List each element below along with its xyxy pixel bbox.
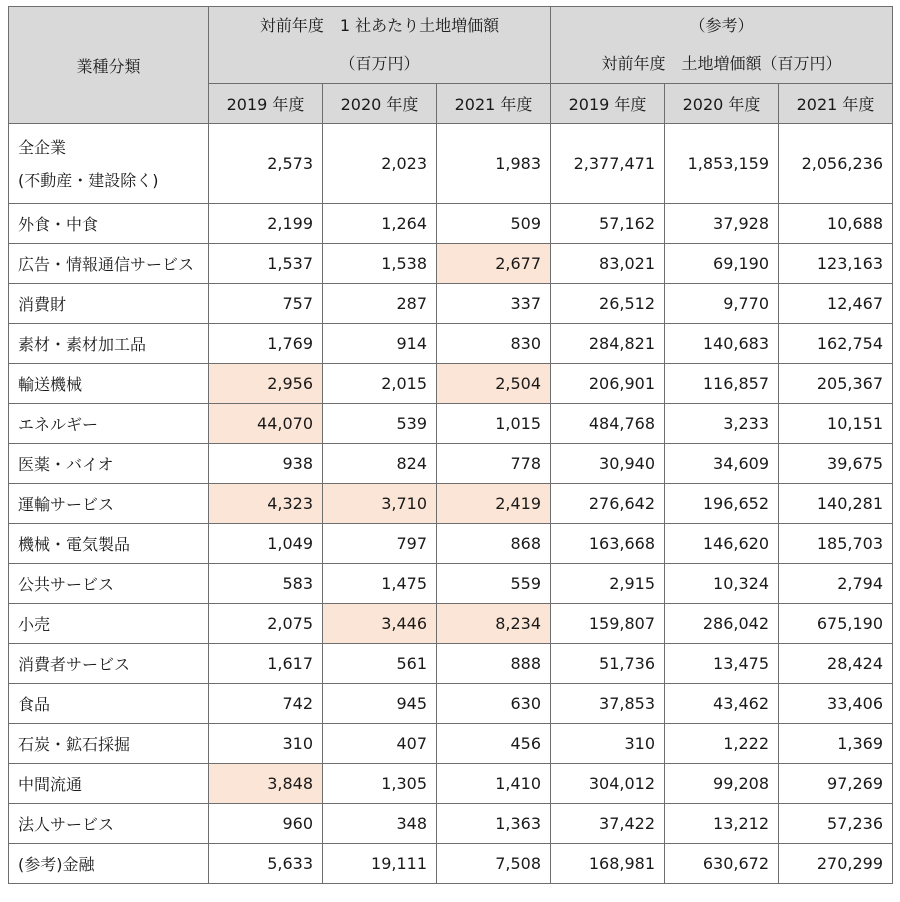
value-cell: 97,269 <box>779 764 893 804</box>
value-cell: 1,475 <box>323 564 437 604</box>
category-cell <box>9 844 209 884</box>
table-row <box>9 764 893 804</box>
reference-header <box>551 7 893 84</box>
category-label: 輸送機械 <box>18 375 83 394</box>
value-cell: 630,672 <box>665 844 779 884</box>
value-cell: 630 <box>437 684 551 724</box>
value-cell: 757 <box>209 284 323 324</box>
category-cell <box>9 204 209 244</box>
value-cell: 185,703 <box>779 524 893 564</box>
value-cell: 286,042 <box>665 604 779 644</box>
value-cell: 159,807 <box>551 604 665 644</box>
category-cell <box>9 684 209 724</box>
category-cell <box>9 724 209 764</box>
value-cell: 797 <box>323 524 437 564</box>
category-cell <box>9 804 209 844</box>
value-cell: 2,504 <box>437 364 551 404</box>
value-cell: 2,419 <box>437 484 551 524</box>
value-cell: 2,915 <box>551 564 665 604</box>
category-cell <box>9 444 209 484</box>
year-header: 2021 年度 <box>437 84 551 124</box>
value-cell: 1,853,159 <box>665 124 779 204</box>
value-cell: 162,754 <box>779 324 893 364</box>
value-cell: 83,021 <box>551 244 665 284</box>
value-cell: 868 <box>437 524 551 564</box>
value-cell: 37,853 <box>551 684 665 724</box>
value-cell: 2,573 <box>209 124 323 204</box>
year-header: 2019 年度 <box>551 84 665 124</box>
category-cell <box>9 484 209 524</box>
value-cell: 561 <box>323 644 437 684</box>
table-row <box>9 724 893 764</box>
value-cell: 9,770 <box>665 284 779 324</box>
value-cell: 1,363 <box>437 804 551 844</box>
table-row <box>9 604 893 644</box>
table-row <box>9 324 893 364</box>
land-value-table <box>8 6 893 884</box>
category-cell <box>9 604 209 644</box>
category-cell <box>9 284 209 324</box>
value-cell: 2,075 <box>209 604 323 644</box>
value-cell: 337 <box>437 284 551 324</box>
category-label: 公共サービス <box>18 575 115 594</box>
per-company-header-unit: （百万円） <box>339 54 420 73</box>
table-row <box>9 684 893 724</box>
value-cell: 39,675 <box>779 444 893 484</box>
category-cell <box>9 644 209 684</box>
category-cell <box>9 324 209 364</box>
value-cell: 1,983 <box>437 124 551 204</box>
table-row <box>9 364 893 404</box>
value-cell: 509 <box>437 204 551 244</box>
value-cell: 57,162 <box>551 204 665 244</box>
value-cell: 168,981 <box>551 844 665 884</box>
category-label: (不動産・建設除く) <box>18 170 159 190</box>
category-cell <box>9 764 209 804</box>
value-cell: 675,190 <box>779 604 893 644</box>
category-label: 小売 <box>18 615 51 634</box>
category-label: 消費者サービス <box>18 655 131 674</box>
table-row <box>9 404 893 444</box>
value-cell: 484,768 <box>551 404 665 444</box>
value-cell: 3,848 <box>209 764 323 804</box>
per-company-header <box>209 7 551 84</box>
table-row <box>9 564 893 604</box>
value-cell: 310 <box>209 724 323 764</box>
per-company-header-title: 対前年度 1 社あたり土地増価額 <box>259 16 500 35</box>
value-cell: 57,236 <box>779 804 893 844</box>
value-cell: 43,462 <box>665 684 779 724</box>
value-cell: 304,012 <box>551 764 665 804</box>
year-header: 2021 年度 <box>779 84 893 124</box>
value-cell: 2,956 <box>209 364 323 404</box>
category-label: 中間流通 <box>18 775 83 794</box>
value-cell: 10,324 <box>665 564 779 604</box>
value-cell: 146,620 <box>665 524 779 564</box>
table-row <box>9 124 893 204</box>
category-label: 法人サービス <box>18 815 115 834</box>
table-row <box>9 244 893 284</box>
category-label: 外食・中食 <box>18 215 99 234</box>
table-row <box>9 844 893 884</box>
value-cell: 945 <box>323 684 437 724</box>
value-cell: 205,367 <box>779 364 893 404</box>
category-label: 石炭・鉱石採掘 <box>18 735 131 754</box>
category-label: 消費財 <box>18 295 67 314</box>
value-cell: 2,015 <box>323 364 437 404</box>
value-cell: 140,281 <box>779 484 893 524</box>
table-row <box>9 524 893 564</box>
value-cell: 10,688 <box>779 204 893 244</box>
category-label: (参考)金融 <box>18 855 95 874</box>
value-cell: 2,677 <box>437 244 551 284</box>
value-cell: 7,508 <box>437 844 551 884</box>
value-cell: 33,406 <box>779 684 893 724</box>
category-label: 機械・電気製品 <box>18 535 131 554</box>
value-cell: 830 <box>437 324 551 364</box>
value-cell: 276,642 <box>551 484 665 524</box>
value-cell: 44,070 <box>209 404 323 444</box>
value-cell: 19,111 <box>323 844 437 884</box>
value-cell: 3,710 <box>323 484 437 524</box>
table-row <box>9 204 893 244</box>
category-label: エネルギー <box>18 415 99 434</box>
category-cell <box>9 364 209 404</box>
value-cell: 310 <box>551 724 665 764</box>
value-cell: 456 <box>437 724 551 764</box>
category-cell <box>9 404 209 444</box>
value-cell: 5,633 <box>209 844 323 884</box>
value-cell: 99,208 <box>665 764 779 804</box>
table-body <box>9 124 893 884</box>
value-cell: 539 <box>323 404 437 444</box>
table-row <box>9 484 893 524</box>
year-header: 2019 年度 <box>209 84 323 124</box>
category-cell <box>9 524 209 564</box>
value-cell: 938 <box>209 444 323 484</box>
value-cell: 37,422 <box>551 804 665 844</box>
value-cell: 1,305 <box>323 764 437 804</box>
value-cell: 407 <box>323 724 437 764</box>
year-header: 2020 年度 <box>323 84 437 124</box>
value-cell: 206,901 <box>551 364 665 404</box>
value-cell: 1,410 <box>437 764 551 804</box>
value-cell: 37,928 <box>665 204 779 244</box>
value-cell: 1,049 <box>209 524 323 564</box>
category-label: 素材・素材加工品 <box>18 335 147 354</box>
value-cell: 8,234 <box>437 604 551 644</box>
value-cell: 284,821 <box>551 324 665 364</box>
category-cell <box>9 244 209 284</box>
value-cell: 287 <box>323 284 437 324</box>
value-cell: 26,512 <box>551 284 665 324</box>
value-cell: 3,233 <box>665 404 779 444</box>
value-cell: 1,617 <box>209 644 323 684</box>
category-label: 広告・情報通信サービス <box>18 255 195 274</box>
value-cell: 163,668 <box>551 524 665 564</box>
value-cell: 1,222 <box>665 724 779 764</box>
category-label: 医薬・バイオ <box>18 455 114 474</box>
value-cell: 2,377,471 <box>551 124 665 204</box>
value-cell: 3,446 <box>323 604 437 644</box>
value-cell: 270,299 <box>779 844 893 884</box>
value-cell: 123,163 <box>779 244 893 284</box>
value-cell: 4,323 <box>209 484 323 524</box>
value-cell: 914 <box>323 324 437 364</box>
table-row <box>9 804 893 844</box>
category-label: 食品 <box>18 695 51 714</box>
value-cell: 116,857 <box>665 364 779 404</box>
value-cell: 1,369 <box>779 724 893 764</box>
value-cell: 888 <box>437 644 551 684</box>
category-label: 運輸サービス <box>18 495 115 514</box>
value-cell: 1,264 <box>323 204 437 244</box>
value-cell: 1,537 <box>209 244 323 284</box>
table-row <box>9 444 893 484</box>
category-header: 業種分類 <box>9 7 209 124</box>
value-cell: 1,015 <box>437 404 551 444</box>
value-cell: 1,769 <box>209 324 323 364</box>
value-cell: 30,940 <box>551 444 665 484</box>
value-cell: 12,467 <box>779 284 893 324</box>
table-row <box>9 284 893 324</box>
value-cell: 28,424 <box>779 644 893 684</box>
value-cell: 2,794 <box>779 564 893 604</box>
value-cell: 10,151 <box>779 404 893 444</box>
value-cell: 2,023 <box>323 124 437 204</box>
value-cell: 583 <box>209 564 323 604</box>
value-cell: 13,212 <box>665 804 779 844</box>
category-cell <box>9 124 209 204</box>
value-cell: 778 <box>437 444 551 484</box>
value-cell: 140,683 <box>665 324 779 364</box>
value-cell: 824 <box>323 444 437 484</box>
value-cell: 69,190 <box>665 244 779 284</box>
reference-header-note: （参考） <box>689 16 754 35</box>
value-cell: 51,736 <box>551 644 665 684</box>
value-cell: 34,609 <box>665 444 779 484</box>
value-cell: 742 <box>209 684 323 724</box>
category-cell <box>9 564 209 604</box>
value-cell: 960 <box>209 804 323 844</box>
table-row <box>9 644 893 684</box>
value-cell: 559 <box>437 564 551 604</box>
reference-header-title: 対前年度 土地増価額（百万円） <box>601 54 842 73</box>
value-cell: 1,538 <box>323 244 437 284</box>
value-cell: 196,652 <box>665 484 779 524</box>
value-cell: 2,056,236 <box>779 124 893 204</box>
value-cell: 13,475 <box>665 644 779 684</box>
category-label: 全企業 <box>18 137 67 157</box>
value-cell: 2,199 <box>209 204 323 244</box>
year-header: 2020 年度 <box>665 84 779 124</box>
value-cell: 348 <box>323 804 437 844</box>
